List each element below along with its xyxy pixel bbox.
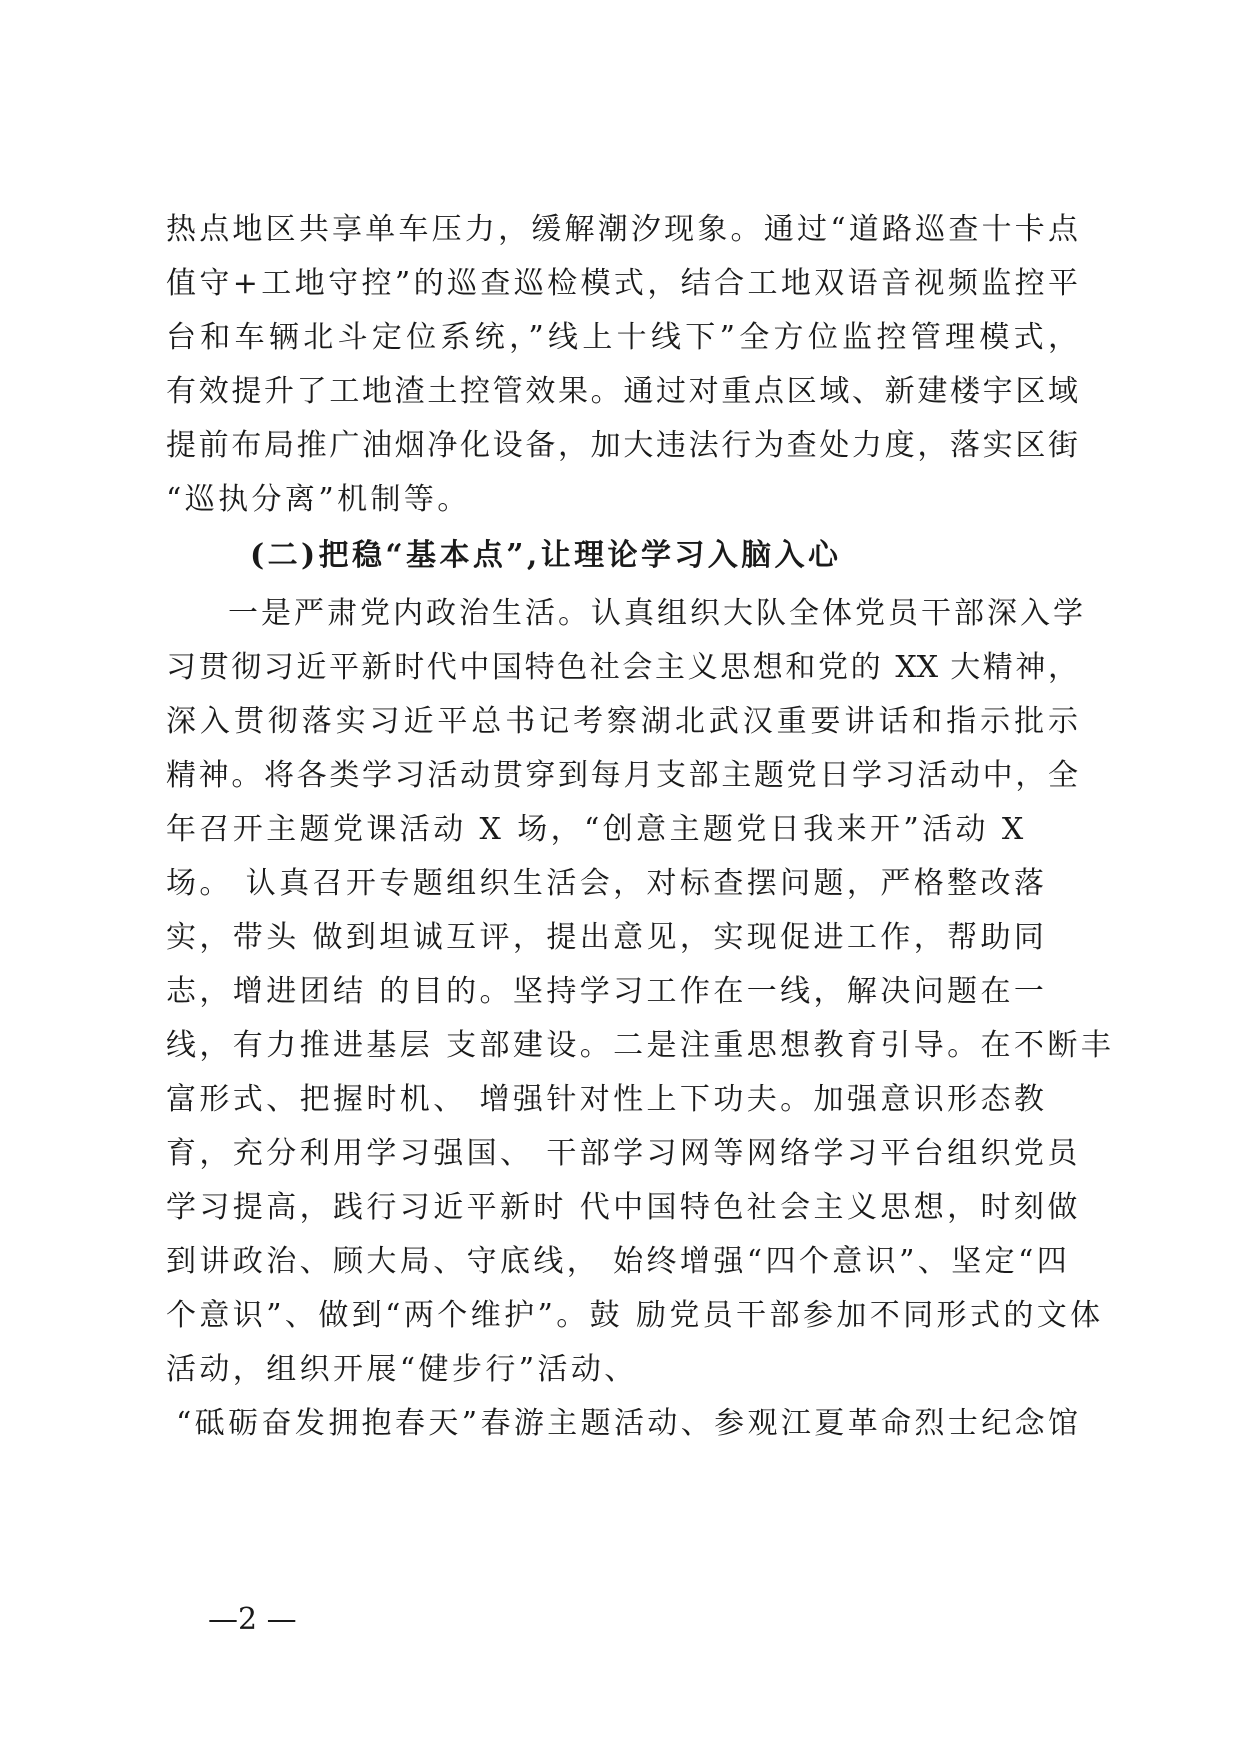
text-line: 一是严肃党内政治生活。认真组织大队全体党员干部深入学 (228, 596, 1086, 631)
text-line: 富形式、把握时机、 增强针对性上下功夫。加强意识形态教 (166, 1082, 1048, 1117)
text-line: 育，充分利用学习强国、 干部学习网等网络学习平台组织党员 (166, 1136, 1081, 1171)
text-line: 深入贯彻落实习近平总书记考察湖北武汉重要讲话和指示批示 (166, 704, 1078, 739)
text-line: 学习提高，践行习近平新时 代中国特色社会主义思想，时刻做 (166, 1190, 1081, 1225)
text-line: 活动，组织开展“健步行”活动、 (166, 1352, 638, 1387)
text-line: 志，增进团结 的目的。坚持学习工作在一线，解决问题在一 (166, 974, 1048, 1009)
text-line: “巡执分离”机制等。 (166, 482, 471, 517)
text-line: 台和车辆北斗定位系统，”线上十线下”全方位监控管理模式， (166, 320, 1078, 355)
text-line: 年召开主题党课活动 X 场，“创意主题党日我来开”活动 X (166, 812, 1027, 847)
text-line: 有效提升了工地渣土控管效果。通过对重点区域、新建楼宇区域 (166, 374, 1078, 409)
text-line: 线，有力推进基层 支部建设。二是注重思想教育引导。在不断丰 (166, 1028, 1115, 1063)
text-line: 实，带头 做到坦诚互评，提出意见，实现促进工作，帮助同 (166, 920, 1048, 955)
text-line: 到讲政治、顾大局、守底线， 始终增强“四个意识”、坚定“四 (166, 1244, 1071, 1279)
section-heading: (二)把稳“基本点”,让理论学习入脑入心 (250, 538, 842, 573)
page-number: —2 — (208, 1602, 297, 1637)
text-line: 场。 认真召开专题组织生活会，对标查摆问题，严格整改落 (166, 866, 1048, 901)
text-line: 习贯彻习近平新时代中国特色社会主义思想和党的 XX 大精神， (166, 650, 1078, 685)
text-line: “砥砺奋发拥抱春天”春游主题活动、参观江夏革命烈士纪念馆 (176, 1406, 1078, 1441)
text-line: 热点地区共享单车压力，缓解潮汐现象。通过“道路巡查十卡点 (166, 212, 1078, 247)
text-line: 精神。将各类学习活动贯穿到每月支部主题党日学习活动中，全 (166, 758, 1078, 793)
text-line: 个意识”、做到“两个维护”。鼓 励党员干部参加不同形式的文体 (166, 1298, 1104, 1333)
text-line: 提前布局推广油烟净化设备，加大违法行为查处力度，落实区街 (166, 428, 1078, 463)
text-line: 值守+工地守控”的巡查巡检模式，结合工地双语音视频监控平 (166, 266, 1078, 301)
